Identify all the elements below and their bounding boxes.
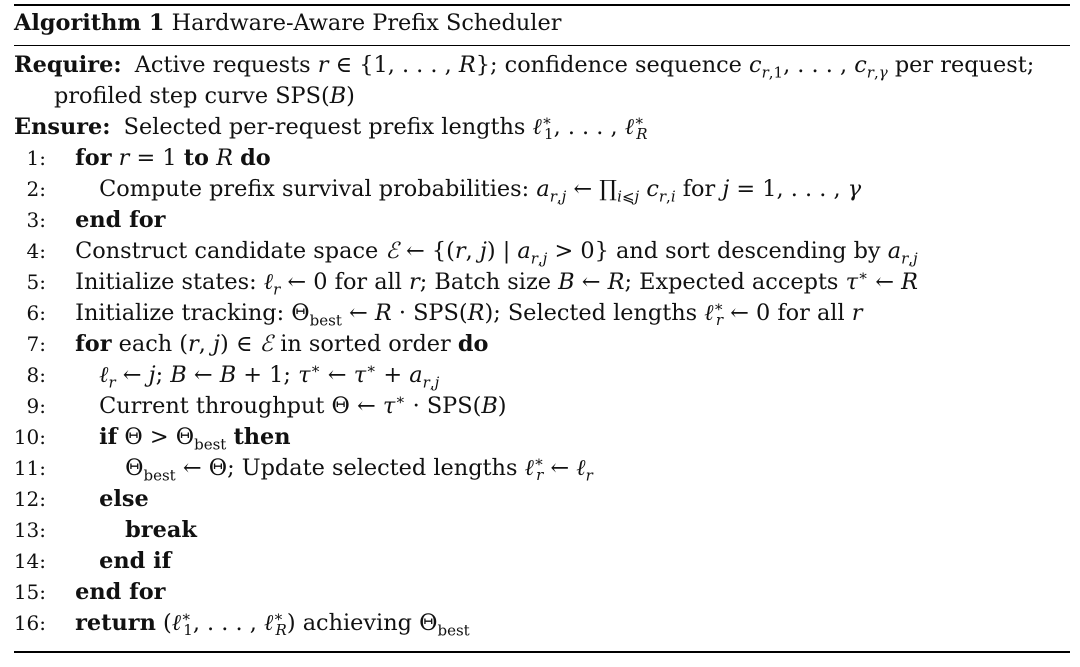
line-number: 8:: [26, 363, 46, 387]
algorithm-label: Algorithm 1: [14, 10, 165, 36]
line-text: for: [682, 176, 716, 202]
algorithm-line: [14, 205, 1070, 236]
line-number: 7:: [26, 332, 46, 356]
algorithm-line: 5: Initialize states: ℓ$_r$ ← 0 for all r; Batch size B ← R; Expected accepts τ∗ ← R: [14, 267, 1070, 298]
line-text: for all: [334, 269, 402, 295]
algorithm-block: [14, 4, 1070, 653]
keyword: for: [75, 145, 112, 171]
line-text: ; Update selected lengths: [227, 455, 518, 481]
algorithm-line: 2: Compute prefix survival probabilities: $a_{r,j}$ ← $\prod_{i⩽j}$ $c_{r,i}$ for j = 1, . . . , γ: [14, 174, 1070, 205]
require-clause: Require: Active requests r ∈ {1, . . . , R}; confidence sequence $c_{r,1}$, . . . , $c_{r,\gamma}$ per request; profiled step curve SPS(B): [14, 52, 1035, 109]
line-text: Initialize tracking:: [75, 300, 285, 326]
algorithm-line: 16: return (ℓ∗$_1$, . . . , ℓ∗$_R$) achieving $\Theta_{best}$: [14, 608, 1070, 639]
ensure-keyword: Ensure:: [14, 114, 111, 140]
keyword: for: [75, 331, 112, 357]
keyword: end for: [75, 579, 166, 605]
keyword: else: [99, 486, 149, 512]
require-text: step curve SPS(: [149, 83, 330, 109]
line-number: 13:: [13, 518, 46, 542]
algorithm-line: 7: for each (r, j) ∈ ℰ in sorted order do: [14, 329, 1070, 360]
algorithm-caption: [14, 6, 1070, 39]
algorithm-line: 10: if $\Theta > \Theta_{best}$ then: [14, 422, 1070, 453]
line-text: ; Expected accepts: [624, 269, 839, 295]
line-number: 16:: [13, 611, 46, 635]
line-number: 10:: [13, 425, 46, 449]
algorithm-line: 9: Current throughput Θ ← τ∗ · SPS(B): [14, 391, 1070, 422]
require-text: Active requests: [134, 52, 311, 78]
ensure-clause: Ensure: Selected per-request prefix lengths ℓ∗$_1$, . . . , ℓ∗$_R$: [14, 111, 648, 144]
line-text: for all: [777, 300, 845, 326]
line-number: 12:: [13, 487, 46, 511]
keyword: return: [75, 610, 156, 636]
algorithm-line: [14, 484, 1070, 515]
keyword: then: [233, 424, 291, 450]
ensure-text: Selected per-request prefix lengths: [123, 114, 526, 140]
algorithm-body: [14, 46, 1070, 639]
line-text: ; Batch size: [419, 269, 552, 295]
line-number: 15:: [13, 580, 46, 604]
keyword: break: [125, 517, 197, 543]
algorithm-line: 4: Construct candidate space ℰ ← {(r, j) | $a_{r,j} > 0$} and sort descending by $a_{r,j}$: [14, 236, 1070, 267]
require-text: per request; profiled: [54, 52, 1035, 109]
line-text: Compute prefix survival probabilities:: [99, 176, 530, 202]
line-number: 9:: [26, 394, 46, 418]
line-number: 14:: [13, 549, 46, 573]
algorithm-line: [14, 546, 1070, 577]
algorithm-line: 1: for r = 1 to R do: [14, 143, 1070, 174]
line-number: 4:: [26, 239, 46, 263]
bottom-rule: [14, 651, 1070, 653]
line-text: in sorted order: [280, 331, 451, 357]
keyword: end if: [99, 548, 172, 574]
require-keyword: Require:: [14, 52, 122, 78]
require-text: ; confidence sequence: [490, 52, 742, 78]
keyword: if: [99, 424, 118, 450]
algorithm-title: Hardware-Aware Prefix Scheduler: [171, 10, 562, 36]
line-text: Current throughput: [99, 393, 325, 419]
algorithm-line: 11: $\Theta_{best}$ ← Θ; Update selected lengths ℓ∗$_r$ ← ℓ$_r$: [14, 453, 1070, 484]
line-text: Construct candidate space: [75, 238, 379, 264]
algorithm-line: [14, 577, 1070, 608]
keyword: end for: [75, 207, 166, 233]
line-text: each: [118, 331, 173, 357]
algorithm-line: [14, 515, 1070, 546]
line-number: 2:: [26, 177, 46, 201]
line-text: achieving: [302, 610, 412, 636]
keyword: do: [457, 331, 489, 357]
line-number: 1:: [26, 146, 46, 170]
keyword: do: [240, 145, 271, 171]
line-number: 5:: [26, 270, 46, 294]
line-number: 11:: [13, 456, 46, 480]
line-number: 3:: [26, 208, 46, 232]
keyword: to: [183, 145, 209, 171]
line-text: Initialize states:: [75, 269, 257, 295]
algorithm-line: 8: ℓ$_r$ ← j; B ← B + 1; τ∗ ← $\tau^∗ + a_{r,j}$: [14, 360, 1070, 391]
algorithm-line: 6: Initialize tracking: $\Theta_{best}$ ← R · SPS(R); Selected lengths ℓ∗$_r$ ← 0 for all r: [14, 298, 1070, 329]
line-number: 6:: [26, 301, 46, 325]
line-text: ; Selected lengths: [493, 300, 698, 326]
line-text: and sort descending by: [615, 238, 881, 264]
